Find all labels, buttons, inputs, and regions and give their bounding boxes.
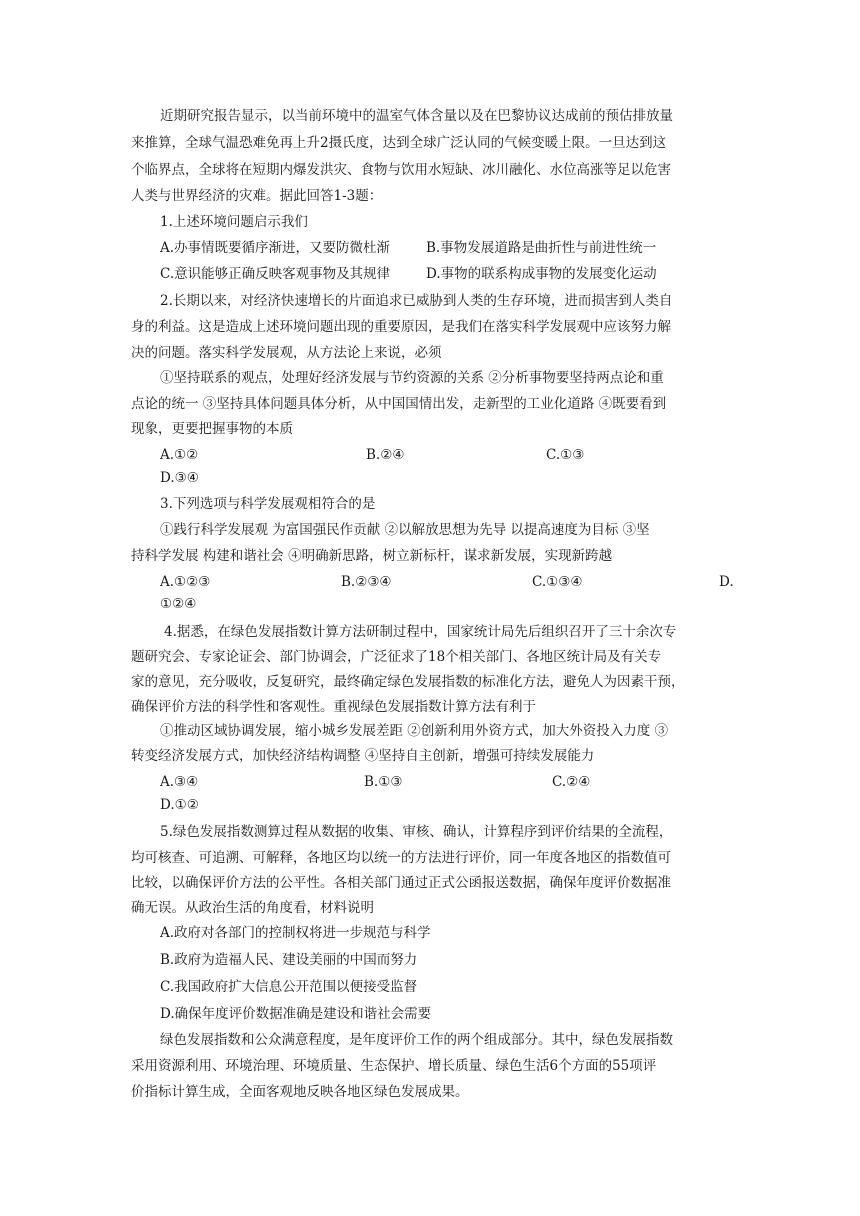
question-stem-line: 确保评价方法的科学性和客观性。重视绿色发展指数计算方法有利于 xyxy=(131,699,536,715)
question-stem-line: 身的利益。这是造成上述环境问题出现的重要原因，是我们在落实科学发展观中应该努力解 xyxy=(131,319,671,335)
option-a: A.①② xyxy=(160,447,199,463)
option-a: A.政府对各部门的控制权将进一步规范与科学 xyxy=(160,925,431,941)
numbered-item-line: 现象，更要把握事物的本质 xyxy=(131,421,293,437)
option-b: B.②③④ xyxy=(341,574,392,590)
intro-line: 人类与世界经济的灾难。据此回答1-3题： xyxy=(131,188,383,204)
option-d-letter: D. xyxy=(719,574,734,590)
option-c: C.意识能够正确反映客观事物及其规律 xyxy=(160,266,391,282)
question-stem-line: 家的意见，充分吸收，反复研究，最终确定绿色发展指数的标准化方法，避免人为因素干预， xyxy=(131,674,685,690)
option-c: C.①③④ xyxy=(532,574,583,590)
numbered-item-line: ①坚持联系的观点，处理好经济发展与节约资源的关系 ②分析事物要坚持两点论和重 xyxy=(160,370,664,386)
question-stem-line: 题研究会、专家论证会、部门协调会，广泛征求了18个相关部门、各地区统计局及有关专 xyxy=(131,649,662,665)
numbered-item-line: 点论的统一 ③坚持具体问题具体分析，从中国国情出发，走新型的工业化道路 ④既要看到 xyxy=(131,396,667,412)
closing-line: 采用资源利用、环境治理、环境质量、生态保护、增长质量、绿色生活6个方面的55项评 xyxy=(131,1058,657,1074)
option-d: D.①② xyxy=(160,797,199,813)
question-stem-line: 5.绿色发展指数测算过程从数据的收集、审核、确认，计算程序到评价结果的全流程， xyxy=(160,824,673,840)
numbered-item-line: ①践行科学发展观 为富国强民作贡献 ②以解放思想为先导 以提高速度为目标 ③坚 xyxy=(160,522,650,538)
question-stem: 3.下列选项与科学发展观相符合的是 xyxy=(160,496,376,512)
question-stem-line: 确无误。从政治生活的角度看，材料说明 xyxy=(131,900,374,916)
question-stem-line: 2.长期以来，对经济快速增长的片面追求已威胁到人类的生存环境，进而损害到人类自 xyxy=(160,293,673,309)
question-stem-line: 决的问题。落实科学发展观，从方法论上来说，必须 xyxy=(131,345,442,361)
option-c: C.②④ xyxy=(552,774,591,790)
closing-line: 绿色发展指数和公众满意程度，是年度评价工作的两个组成部分。其中，绿色发展指数 xyxy=(160,1032,673,1048)
option-b: B.政府为造福人民、建设美丽的中国而努力 xyxy=(160,952,418,968)
option-a: A.①②③ xyxy=(160,574,211,590)
option-d: D.确保年度评价数据准确是建设和谐社会需要 xyxy=(160,1006,432,1022)
numbered-item-line: 持科学发展 构建和谐社会 ④明确新思路，树立新标杆，谋求新发展，实现新跨越 xyxy=(131,548,613,564)
option-b: B.事物发展道路是曲折性与前进性统一 xyxy=(426,240,657,256)
question-stem-line: 比较，以确保评价方法的公平性。各相关部门通过正式公函报送数据，确保年度评价数据准 xyxy=(131,875,671,891)
option-c: C.我国政府扩大信息公开范围以便接受监督 xyxy=(160,979,418,995)
numbered-item-line: ①推动区域协调发展，缩小城乡发展差距 ②创新利用外资方式，加大外资投入力度 ③ xyxy=(160,723,669,739)
question-stem-line: 4.据悉，在绿色发展指数计算方法研制过程中，国家统计局先后组织召开了三十余次专 xyxy=(164,624,677,640)
intro-line: 来推算，全球气温恐难免再上升2摄氏度，达到全球广泛认同的气候变暖上限。一旦达到这 xyxy=(131,135,667,151)
intro-line: 近期研究报告显示，以当前环境中的温室气体含量以及在巴黎协议达成前的预估排放量 xyxy=(160,108,673,124)
option-d-text: ①②④ xyxy=(160,596,197,612)
option-c: C.①③ xyxy=(546,447,585,463)
question-stem: 1.上述环境问题启示我们 xyxy=(160,214,308,230)
numbered-item-line: 转变经济发展方式，加快经济结构调整 ④坚持自主创新，增强可持续发展能力 xyxy=(131,748,595,764)
option-a: A.办事情既要循序渐进，又要防微杜渐 xyxy=(160,240,391,256)
option-d: D.③④ xyxy=(160,470,199,486)
intro-line: 个临界点，全球将在短期内爆发洪灾、食物与饮用水短缺、冰川融化、水位高涨等足以危害 xyxy=(131,162,671,178)
option-d: D.事物的联系构成事物的发展变化运动 xyxy=(426,266,657,282)
option-a: A.③④ xyxy=(160,774,199,790)
question-stem-line: 均可核查、可追溯、可解释，各地区均以统一的方法进行评价，同一年度各地区的指数值可 xyxy=(131,850,671,866)
closing-line: 价指标计算生成，全面客观地反映各地区绿色发展成果。 xyxy=(131,1084,469,1100)
option-b: B.②④ xyxy=(366,447,405,463)
option-b: B.①③ xyxy=(364,774,403,790)
